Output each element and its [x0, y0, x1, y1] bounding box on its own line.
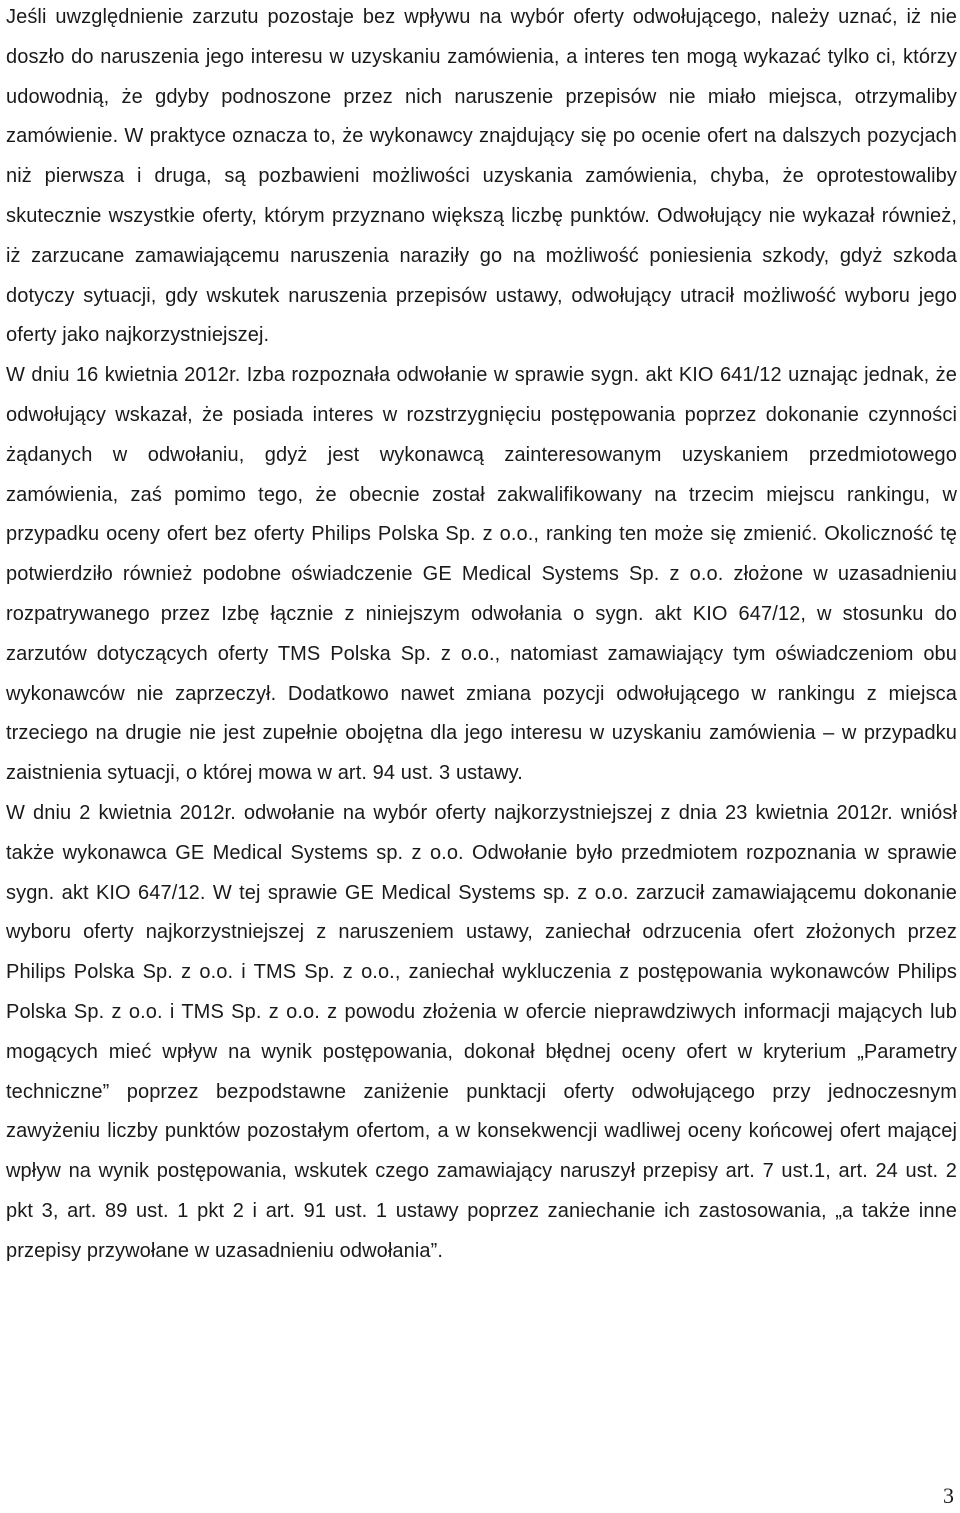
paragraph-interest-assessment: Jeśli uwzględnienie zarzutu pozostaje bez wpływu na wybór oferty odwołującego, należy uznać, iż nie doszło do naruszenia jego interesu w uzyskaniu zamówienia, a interes ten mogą wykazać tylko ci, którzy udowodnią, że gdyby podnoszone przez nich naruszenie przepisów nie miało miejsca, otrzymaliby zamówienie. W praktyce oznacza to, że wykonawcy znajdujący się po ocenie ofert na dalszych pozycjach niż pierwsza i druga, są pozbawieni możliwości uzyskania zamówienia, chyba, że oprotestowaliby skutecznie wszystkie oferty, którym przyznano większą liczbę punktów. Odwołujący nie wykazał również, iż zarzucane zamawiającemu naruszenia naraziły go na możliwość poniesienia szkody, gdyż szkoda dotyczy sytuacji, gdy wskutek naruszenia przepisów ustawy, odwołujący utracił możliwość wyboru jego oferty jako najkorzystniejszej.	[6, 6, 957, 347]
page-number: 3	[943, 1483, 954, 1508]
paragraph-hearing-kio-641: W dniu 16 kwietnia 2012r. Izba rozpoznała odwołanie w sprawie sygn. akt KIO 641/12 uznając jednak, że odwołujący wskazał, że posiada interes w rozstrzygnięciu postępowania poprzez dokonanie czynności żądanych w odwołaniu, gdyż jest wykonawcą zainteresowanym uzyskaniem przedmiotowego zamówienia, zaś pomimo tego, że obecnie został zakwalifikowany na trzecim miejscu rankingu, w przypadku oceny ofert bez oferty Philips Polska Sp. z o.o., ranking ten może się zmienić. Okoliczność tę potwierdziło również podobne oświadczenie GE Medical Systems Sp. z o.o. złożone w uzasadnieniu rozpatrywanego przez Izbę łącznie z niniejszym odwołania o sygn. akt KIO 647/12, w stosunku do zarzutów dotyczących oferty TMS Polska Sp. z o.o., natomiast zamawiający tym oświadczeniom obu wykonawców nie zaprzeczył. Dodatkowo nawet zmiana pozycji odwołującego w rankingu z miejsca trzeciego na drugie nie jest zupełnie obojętna dla jego interesu w uzyskaniu zamówienia – w przypadku zaistnienia sytuacji, o której mowa w art. 94 ust. 3 ustawy.	[6, 364, 957, 785]
paragraph-appeal-ge-medical: W dniu 2 kwietnia 2012r. odwołanie na wybór oferty najkorzystniejszej z dnia 23 kwietnia 2012r. wniósł także wykonawca GE Medical Systems sp. z o.o. Odwołanie było przedmiotem rozpoznania w sprawie sygn. akt KIO 647/12. W tej sprawie GE Medical Systems sp. z o.o. zarzucił zamawiającemu dokonanie wyboru oferty najkorzystniejszej z naruszeniem ustawy, zaniechał odrzucenia ofert złożonych przez Philips Polska Sp. z o.o. i TMS Sp. z o.o., zaniechał wykluczenia z postępowania wykonawców Philips Polska Sp. z o.o. i TMS Sp. z o.o. z powodu złożenia w ofercie nieprawdziwych informacji mających lub mogących mieć wpływ na wynik postępowania, dokonał błędnej oceny ofert w kryterium „Parametry techniczne” poprzez bezpodstawne zaniżenie punktacji oferty odwołującego przy jednoczesnym zawyżeniu liczby punktów pozostałym ofertom, a w konsekwencji wadliwej oceny końcowej ofert mającej wpływ na wynik postępowania, wskutek czego zamawiający naruszył przepisy art. 7 ust.1, art. 24 ust. 2 pkt 3, art. 89 ust. 1 pkt 2 i art. 91 ust. 1 ustawy poprzez zaniechanie ich zastosowania, „a także inne przepisy przywołane w uzasadnieniu odwołania”.	[6, 801, 957, 1262]
document-page	[6, 0, 957, 1272]
